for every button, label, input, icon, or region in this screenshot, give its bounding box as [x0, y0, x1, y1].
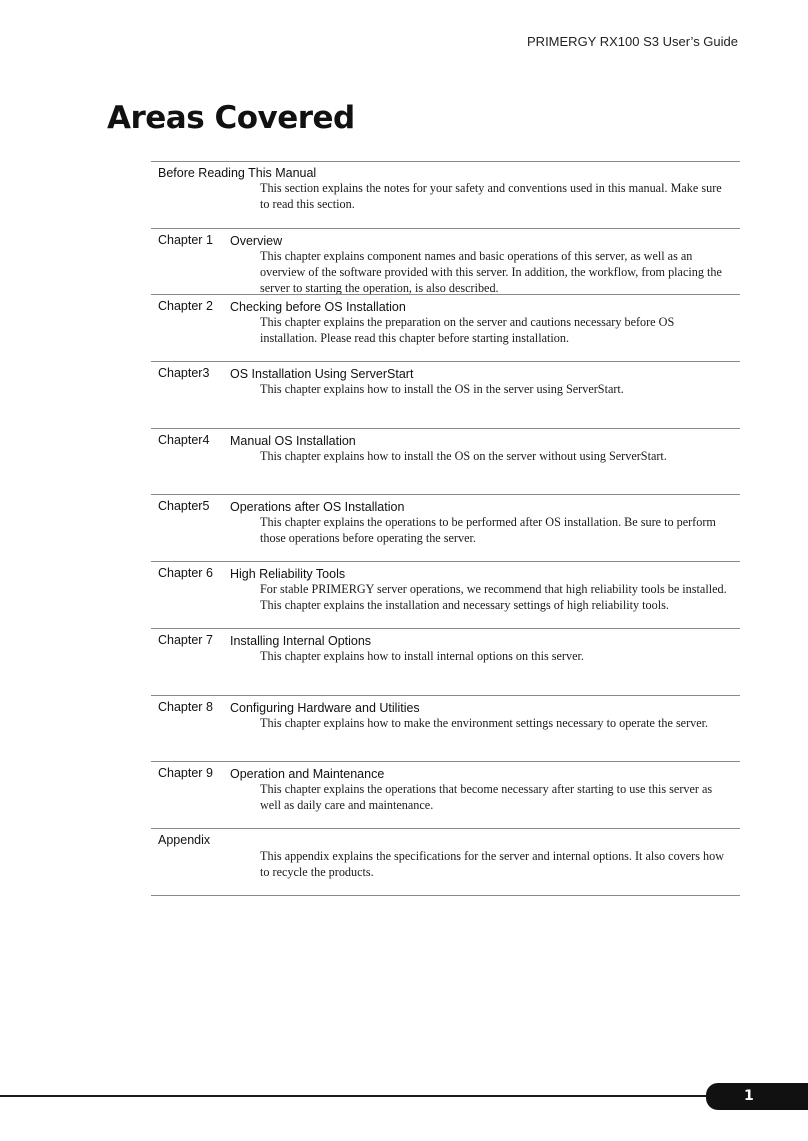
entry-description: This section explains the notes for your safety and conventions used in this manual. Make sure to read this section.	[260, 181, 722, 211]
toc-entry-chapter-5	[151, 494, 740, 561]
toc-entry-appendix	[151, 828, 740, 895]
entry-description: This chapter explains the preparation on the server and cautions necessary before OS installation. Please read this chapter before starting installation.	[260, 315, 675, 346]
entry-label: Chapter 7	[158, 632, 213, 647]
entry-label: Chapter4	[158, 432, 210, 447]
toc-entry-chapter-8	[151, 695, 740, 762]
toc-entry-chapter-1	[151, 228, 740, 295]
entry-title: Operation and Maintenance	[230, 767, 385, 782]
page-number-tab	[706, 1083, 808, 1110]
entry-title: Operations after OS Installation	[230, 500, 405, 515]
toc-entry-chapter-4	[151, 428, 740, 495]
entry-description: This chapter explains the operations that become necessary after starting to use this server as well as daily care and maintenance.	[260, 782, 713, 813]
entry-label: Before Reading This Manual	[158, 166, 317, 180]
entry-description: This chapter explains component names and basic operations of this server, as well as an overview of the software provided with this server. In addition, the workflow, from placing the server to starting the operation, is also described.	[260, 248, 722, 295]
page-title: Areas Covered	[107, 100, 355, 136]
entry-title: Checking before OS Installation	[230, 300, 406, 315]
toc-list	[151, 161, 740, 896]
toc-entry-chapter-6	[151, 561, 740, 628]
entry-label: Chapter 2	[158, 299, 213, 314]
entry-label: Chapter 8	[158, 699, 213, 714]
entry-title: Manual OS Installation	[230, 433, 356, 448]
entry-label: Chapter5	[158, 499, 210, 514]
entry-title: High Reliability Tools	[230, 567, 346, 582]
toc-entry-chapter-9	[151, 761, 740, 828]
toc-entry-chapter-7	[151, 628, 740, 695]
entry-description: This chapter explains how to make the environment settings necessary to operate the server.	[260, 715, 709, 730]
entry-title: Installing Internal Options	[230, 633, 372, 648]
toc-entry-chapter-2	[151, 294, 740, 361]
page-number: 1	[744, 1088, 754, 1104]
footer-rule	[0, 1095, 712, 1097]
toc-entry-chapter-3	[151, 361, 740, 428]
entry-title: Configuring Hardware and Utilities	[230, 700, 420, 715]
entry-description: This chapter explains the operations to be performed after OS installation. Be sure to perform those operations before operating the server.	[260, 515, 716, 546]
entry-title: OS Installation Using ServerStart	[230, 367, 414, 382]
entry-description: This chapter explains how to install internal options on this server.	[260, 648, 584, 663]
entry-label: Chapter 6	[158, 566, 213, 581]
entry-label: Chapter 1	[158, 232, 213, 247]
entry-label: Chapter 9	[158, 766, 213, 781]
toc-entry-preface	[151, 161, 740, 228]
entry-description: This appendix explains the specifications for the server and internal options. It also covers how to recycle the products.	[260, 848, 725, 879]
entry-description: This chapter explains how to install the OS in the server using ServerStart.	[260, 382, 624, 397]
entry-title: Overview	[230, 233, 283, 248]
entry-description: For stable PRIMERGY server operations, we recommend that high reliability tools be installed. This chapter explains the installation and necessary settings of high reliability tools.	[260, 582, 727, 613]
entry-label: Chapter3	[158, 366, 210, 381]
running-header: PRIMERGY RX100 S3 User’s Guide	[527, 34, 738, 49]
entry-description: This chapter explains how to install the OS on the server without using ServerStart.	[260, 448, 667, 463]
entry-label: Appendix	[158, 832, 211, 847]
